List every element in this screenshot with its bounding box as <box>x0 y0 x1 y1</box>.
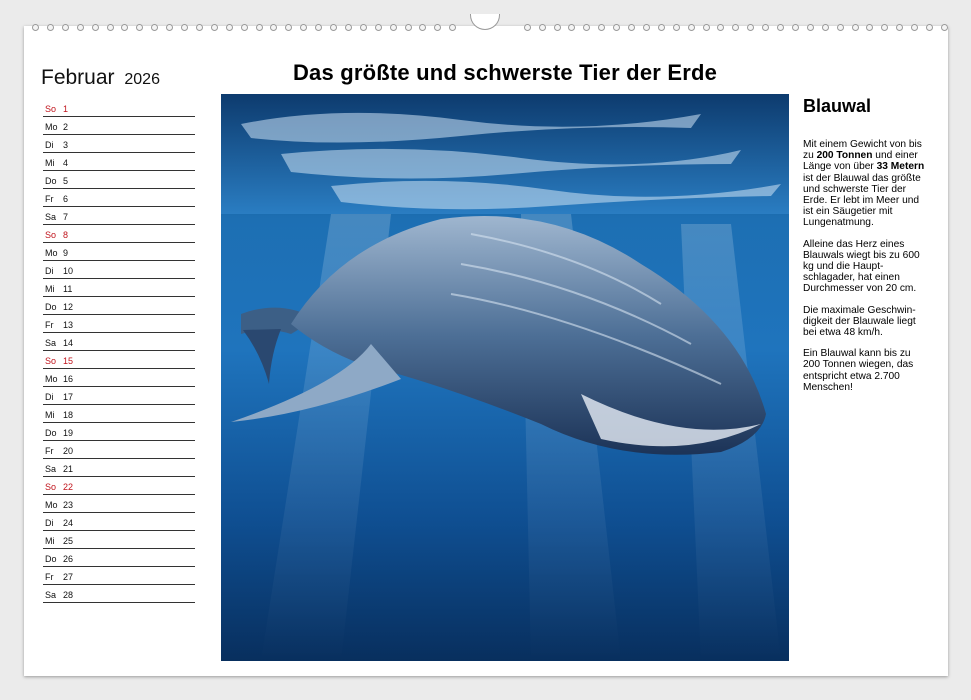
weekday-label: Do <box>45 428 57 438</box>
day-number: 18 <box>63 410 74 420</box>
binding-ring <box>226 24 233 31</box>
binding-ring <box>270 24 277 31</box>
day-number: 8 <box>63 230 69 240</box>
day-row <box>43 405 195 423</box>
binding-ring <box>866 24 873 31</box>
day-number: 21 <box>63 464 74 474</box>
weekday-label: Sa <box>45 212 57 222</box>
day-number: 6 <box>63 194 69 204</box>
side-paragraph <box>803 305 929 339</box>
weekday-label: Di <box>45 140 54 150</box>
day-row <box>43 333 195 351</box>
weekday-label: Sa <box>45 590 57 600</box>
binding-ring <box>434 24 441 31</box>
binding-ring <box>181 24 188 31</box>
binding-ring <box>166 24 173 31</box>
binding-ring <box>568 24 575 31</box>
highlight-text: 33 Metern <box>876 161 925 173</box>
binding-ring <box>658 24 665 31</box>
weekday-label: Mi <box>45 284 55 294</box>
weekday-label: Sa <box>45 464 57 474</box>
weekday-label: Mo <box>45 248 58 258</box>
binding-ring <box>121 24 128 31</box>
day-number: 3 <box>63 140 69 150</box>
day-number: 15 <box>63 356 74 366</box>
day-row <box>43 261 195 279</box>
day-row <box>43 459 195 477</box>
binding-ring <box>583 24 590 31</box>
binding-ring <box>390 24 397 31</box>
binding-ring <box>852 24 859 31</box>
day-number: 13 <box>63 320 74 330</box>
day-number: 2 <box>63 122 69 132</box>
binding-ring <box>673 24 680 31</box>
binding-ring <box>196 24 203 31</box>
day-row <box>43 153 195 171</box>
binding-ring <box>926 24 933 31</box>
day-number: 7 <box>63 212 69 222</box>
day-row <box>43 297 195 315</box>
highlight-text: 200 Tonnen <box>816 150 873 162</box>
body-text: ist der Blauwal das größte und schwerste Tier der Erde. Er lebt im Meer und ist ein Säugetier mit Lungenatmung. <box>803 172 921 229</box>
binding-ring <box>256 24 263 31</box>
day-list <box>43 99 195 603</box>
day-number: 11 <box>63 284 73 294</box>
weekday-label: So <box>45 356 57 366</box>
day-number: 9 <box>63 248 69 258</box>
day-row <box>43 171 195 189</box>
day-row <box>43 441 195 459</box>
weekday-label: Fr <box>45 320 54 330</box>
weekday-label: Di <box>45 518 54 528</box>
weekday-label: Mo <box>45 500 58 510</box>
day-row <box>43 351 195 369</box>
binding-ring <box>360 24 367 31</box>
side-paragraph <box>803 239 929 295</box>
day-row <box>43 531 195 549</box>
binding-ring <box>837 24 844 31</box>
whale-illustration <box>221 94 789 661</box>
binding-ring <box>777 24 784 31</box>
day-number: 17 <box>63 392 74 402</box>
day-row <box>43 477 195 495</box>
binding-ring <box>300 24 307 31</box>
binding-ring <box>643 24 650 31</box>
hanger-hook <box>470 14 500 30</box>
binding-ring <box>136 24 143 31</box>
day-row <box>43 549 195 567</box>
day-row <box>43 585 195 603</box>
day-number: 22 <box>63 482 74 492</box>
weekday-label: Fr <box>45 572 54 582</box>
weekday-label: Di <box>45 392 54 402</box>
day-row <box>43 423 195 441</box>
binding-ring <box>822 24 829 31</box>
day-row <box>43 189 195 207</box>
month-year: 2026 <box>124 71 160 88</box>
day-number: 5 <box>63 176 69 186</box>
binding-ring <box>330 24 337 31</box>
binding-ring <box>449 24 456 31</box>
month-title <box>41 66 160 90</box>
body-text: Mit einem Gewicht von bis zu <box>803 139 922 162</box>
side-paragraph <box>803 139 929 229</box>
body-text: Die maximale Geschwin-digkeit der Blauwale liegt bei etwa 48 km/h. <box>803 304 916 339</box>
weekday-label: Fr <box>45 446 54 456</box>
binding-ring <box>92 24 99 31</box>
binding-ring <box>941 24 948 31</box>
binding-ring <box>315 24 322 31</box>
binding-ring <box>151 24 158 31</box>
binding-ring <box>732 24 739 31</box>
day-row <box>43 135 195 153</box>
day-row <box>43 99 195 117</box>
weekday-label: Fr <box>45 194 54 204</box>
month-name: Februar <box>41 66 115 89</box>
binding-ring <box>241 24 248 31</box>
side-paragraph <box>803 348 929 393</box>
binding-ring <box>375 24 382 31</box>
weekday-label: Sa <box>45 338 57 348</box>
body-text: und einer Länge von über <box>803 150 918 173</box>
day-number: 19 <box>63 428 74 438</box>
day-number: 10 <box>63 266 74 276</box>
whale-photo <box>221 94 789 661</box>
binding-ring <box>792 24 799 31</box>
day-number: 24 <box>63 518 74 528</box>
binding-ring <box>107 24 114 31</box>
binding-ring <box>62 24 69 31</box>
side-text <box>803 139 929 403</box>
binding-ring <box>285 24 292 31</box>
weekday-label: So <box>45 230 57 240</box>
binding-ring <box>762 24 769 31</box>
binding-ring <box>911 24 918 31</box>
binding-ring <box>703 24 710 31</box>
weekday-label: Do <box>45 302 57 312</box>
body-text: Alleine das Herz eines Blauwals wiegt bis zu 600 kg und die Haupt-schlagader, hat einen Durchmesser von 20 cm. <box>803 238 920 295</box>
binding-ring <box>345 24 352 31</box>
day-row <box>43 243 195 261</box>
weekday-label: So <box>45 104 57 114</box>
day-row <box>43 369 195 387</box>
binding-ring <box>211 24 218 31</box>
binding-ring <box>807 24 814 31</box>
weekday-label: Do <box>45 176 57 186</box>
day-row <box>43 567 195 585</box>
weekday-label: Mo <box>45 122 58 132</box>
spiral-binding <box>24 20 948 36</box>
weekday-label: Di <box>45 266 54 276</box>
binding-ring <box>896 24 903 31</box>
day-row <box>43 225 195 243</box>
binding-ring <box>717 24 724 31</box>
day-row <box>43 207 195 225</box>
weekday-label: Do <box>45 554 57 564</box>
day-number: 26 <box>63 554 74 564</box>
binding-ring <box>405 24 412 31</box>
day-number: 27 <box>63 572 74 582</box>
day-row <box>43 387 195 405</box>
side-title: Blauwal <box>803 96 872 116</box>
day-number: 16 <box>63 374 74 384</box>
day-number: 20 <box>63 446 74 456</box>
binding-ring <box>32 24 39 31</box>
binding-ring <box>628 24 635 31</box>
weekday-label: So <box>45 482 57 492</box>
binding-ring <box>747 24 754 31</box>
weekday-label: Mo <box>45 374 58 384</box>
day-number: 4 <box>63 158 69 168</box>
binding-ring <box>47 24 54 31</box>
binding-ring <box>539 24 546 31</box>
day-number: 1 <box>63 104 69 114</box>
binding-ring <box>554 24 561 31</box>
weekday-label: Mi <box>45 158 55 168</box>
day-number: 14 <box>63 338 74 348</box>
binding-ring <box>524 24 531 31</box>
day-number: 28 <box>63 590 74 600</box>
page-headline: Das größte und schwerste Tier der Erde <box>292 60 718 85</box>
day-row <box>43 279 195 297</box>
day-row <box>43 117 195 135</box>
day-row <box>43 495 195 513</box>
binding-ring <box>419 24 426 31</box>
day-number: 23 <box>63 500 74 510</box>
binding-ring <box>613 24 620 31</box>
binding-ring <box>688 24 695 31</box>
binding-ring <box>77 24 84 31</box>
weekday-label: Mi <box>45 536 55 546</box>
binding-ring <box>598 24 605 31</box>
day-number: 25 <box>63 536 74 546</box>
day-row <box>43 315 195 333</box>
body-text: Ein Blauwal kann bis zu 200 Tonnen wiegen, das entspricht etwa 2.700 Menschen! <box>803 348 914 393</box>
day-row <box>43 513 195 531</box>
weekday-label: Mi <box>45 410 55 420</box>
binding-ring <box>881 24 888 31</box>
day-number: 12 <box>63 302 74 312</box>
